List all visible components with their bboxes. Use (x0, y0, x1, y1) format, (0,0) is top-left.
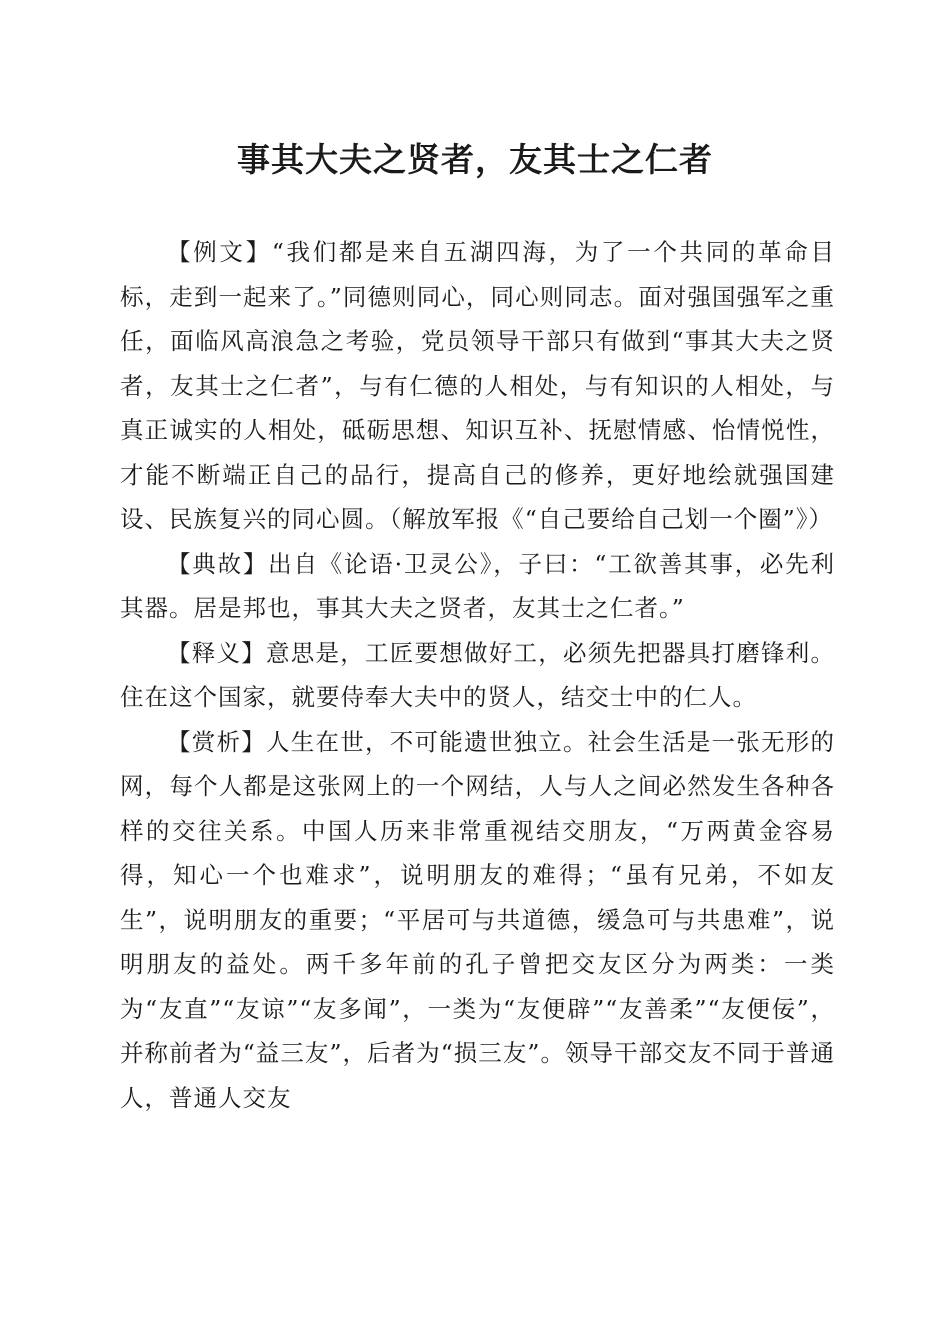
paragraph-tag: 【赏析】 (167, 727, 266, 756)
paragraph-tag: 【释义】 (167, 638, 266, 667)
paragraph-analysis (120, 720, 835, 1121)
paragraph-text: 出自《论语·卫灵公》，子曰：“工欲善其事，必先利其器。居是邦也，事其大夫之贤者，友其士之仁者。” (120, 549, 836, 622)
paragraph-interpretation (120, 631, 835, 720)
paragraph-text: 人生在世，不可能遗世独立。社会生活是一张无形的网，每个人都是这张网上的一个网结，人与人之间必然发生各种各样的交往关系。中国人历来非常重视结交朋友，“万两黄金容易得，知心一个也难求”，说明朋友的难得；“虽有兄弟，不如友生”，说明朋友的重要；“平居可与共道德，缓急可与共患难”，说明朋友的益处。两千多年前的孔子曾把交友区分为两类：一类为“友直”“友谅”“友多闻”，一类为“友便辟”“友善柔”“友便佞”，并称前者为“益三友”，后者为“损三友”。领导干部交友不同于普通人，普通人交友 (120, 727, 835, 1112)
paragraph-text: 意思是，工匠要想做好工，必须先把器具打磨锋利。住在这个国家，就要侍奉大夫中的贤人，结交士中的仁人。 (120, 638, 835, 711)
paragraph-allusion (120, 542, 835, 631)
paragraph-tag: 【例文】 (167, 238, 272, 266)
document-body (120, 230, 835, 1120)
page-title: 事其大夫之贤者，友其士之仁者 (237, 140, 713, 179)
paragraph-example (120, 230, 835, 542)
paragraph-tag: 【典故】 (167, 549, 269, 578)
paragraph-text: “我们都是来自五湖四海，为了一个共同的革命目标，走到一起来了。”同德则同心，同心则同志。面对强国强军之重任，面临风高浪急之考验，党员领导干部只有做到“事其大夫之贤者，友其士之仁者”，与有仁德的人相处，与有知识的人相处，与真正诚实的人相处，砥砺思想、知识互补、抚慰情感、怡情悦性，才能不断端正自己的品行，提高自己的修养，更好地绘就强国建设、民族复兴的同心圆。（解放军报《“自己要给自己划一个圈”》） (120, 238, 836, 533)
